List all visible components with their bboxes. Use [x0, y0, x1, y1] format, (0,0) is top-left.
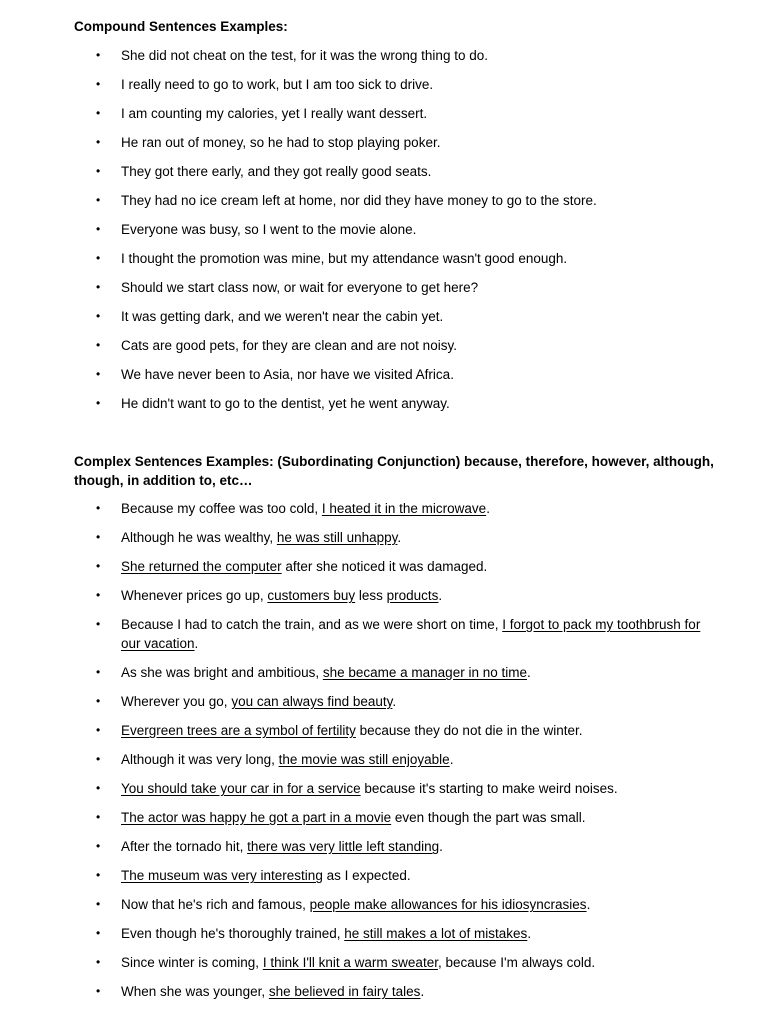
list-item: [0, 615, 768, 653]
clause-text: .: [449, 752, 454, 767]
list-item: [0, 837, 768, 856]
underlined-clause: Evergreen trees are a symbol of fertility: [121, 723, 356, 738]
sentence-text: [121, 752, 453, 767]
clause-text: Wherever you go,: [121, 694, 232, 709]
underlined-clause: she became a manager in no time: [322, 665, 527, 680]
clause-text: Although it was very long,: [121, 752, 279, 767]
list-item: [0, 721, 768, 740]
bullet-icon: •: [96, 752, 101, 766]
list-item: [0, 249, 768, 268]
list-item: [0, 866, 768, 885]
clause-text: .: [486, 501, 490, 516]
bullet-icon: •: [96, 665, 101, 679]
underlined-clause: the movie was still enjoyable: [278, 752, 450, 767]
sentence-text: Everyone was busy, so I went to the movie alone.: [121, 222, 417, 237]
sentence-text: I really need to go to work, but I am too sick to drive.: [121, 77, 434, 92]
underlined-clause: he was still unhappy: [276, 530, 398, 545]
underlined-clause: people make allowances for his idiosyncrasies: [309, 897, 587, 912]
sentence-text: It was getting dark, and we weren't near the cabin yet.: [121, 309, 444, 324]
sentence-text: [121, 955, 595, 970]
sentence-text: She did not cheat on the test, for it was the wrong thing to do.: [121, 48, 488, 63]
list-item: [0, 953, 768, 972]
sentence-text: He didn't want to go to the dentist, yet he went anyway.: [121, 396, 450, 411]
sentence-text: [121, 723, 583, 738]
list-item: [0, 104, 768, 123]
bullet-icon: •: [96, 559, 101, 573]
list-item: [0, 808, 768, 827]
sentence-text: Cats are good pets, for they are clean and are not noisy.: [121, 338, 457, 353]
bullet-icon: •: [96, 984, 101, 998]
clause-text: after she noticed it was damaged.: [281, 559, 488, 574]
clause-text: .: [527, 926, 532, 941]
compound-examples-list: [0, 46, 768, 423]
sentence-text: [121, 839, 443, 854]
underlined-clause: The actor was happy he got a part in a movie: [121, 810, 392, 825]
bullet-icon: •: [96, 781, 101, 795]
bullet-icon: •: [96, 955, 101, 969]
bullet-icon: •: [96, 868, 101, 882]
underlined-clause: she believed in fairy tales: [268, 984, 421, 999]
sentence-text: [121, 501, 490, 516]
underlined-clause: She returned the computer: [121, 559, 282, 574]
clause-text: Whenever prices go up,: [121, 588, 268, 603]
list-item: [0, 982, 768, 1001]
list-item: [0, 278, 768, 297]
sentence-text: They had no ice cream left at home, nor did they have money to go to the store.: [121, 193, 597, 208]
bullet-icon: •: [96, 530, 101, 544]
list-item: [0, 692, 768, 711]
bullet-icon: •: [96, 723, 101, 737]
compound-heading: Compound Sentences Examples:: [74, 19, 288, 34]
bullet-icon: •: [96, 309, 101, 323]
bullet-icon: •: [96, 810, 101, 824]
bullet-icon: •: [96, 839, 101, 853]
list-item: [0, 924, 768, 943]
list-item: [0, 499, 768, 518]
complex-heading: Complex Sentences Examples: (Subordinating Conjunction) because, therefore, however, although, though, in addition to, etc…: [74, 454, 714, 488]
bullet-icon: •: [96, 106, 101, 120]
sentence-text: [121, 617, 700, 651]
bullet-icon: •: [96, 135, 101, 149]
underlined-clause: he still makes a lot of mistakes: [344, 926, 528, 941]
clause-text: When she was younger,: [121, 984, 269, 999]
underlined-clause: there was very little left standing: [247, 839, 440, 854]
list-item: [0, 162, 768, 181]
bullet-icon: •: [96, 338, 101, 352]
sentence-text: I thought the promotion was mine, but my attendance wasn't good enough.: [121, 251, 568, 266]
clause-text: Even though he's thoroughly trained,: [121, 926, 345, 941]
underlined-clause: customers buy: [267, 588, 356, 603]
underlined-clause: You should take your car in for a service: [121, 781, 361, 796]
list-item: [0, 191, 768, 210]
bullet-icon: •: [96, 588, 101, 602]
sentence-text: [121, 926, 531, 941]
clause-text: .: [586, 897, 591, 912]
underlined-clause: I think I'll knit a warm sweater: [262, 955, 438, 970]
sentence-text: [121, 810, 586, 825]
bullet-icon: •: [96, 193, 101, 207]
complex-examples-list: [0, 499, 768, 1011]
clause-text: .: [194, 636, 199, 651]
list-item: [0, 750, 768, 769]
clause-text: less: [355, 588, 387, 603]
clause-text: .: [392, 694, 397, 709]
bullet-icon: •: [96, 77, 101, 91]
bullet-icon: •: [96, 280, 101, 294]
clause-text: Although he was wealthy,: [121, 530, 277, 545]
sentence-text: [121, 984, 424, 999]
list-item: [0, 365, 768, 384]
list-item: [0, 394, 768, 413]
clause-text: because it's starting to make weird noises.: [360, 781, 618, 796]
underlined-clause: I heated it in the microwave: [321, 501, 487, 516]
bullet-icon: •: [96, 222, 101, 236]
clause-text: because they do not die in the winter.: [355, 723, 583, 738]
underlined-clause: you can always find beauty: [231, 694, 393, 709]
clause-text: After the tornado hit,: [121, 839, 248, 854]
sentence-text: [121, 897, 590, 912]
clause-text: Because I had to catch the train, and as we were short on time,: [121, 617, 503, 632]
clause-text: .: [526, 665, 531, 680]
list-item: [0, 220, 768, 239]
clause-text: Because my coffee was too cold,: [121, 501, 322, 516]
list-item: [0, 336, 768, 355]
bullet-icon: •: [96, 501, 101, 515]
bullet-icon: •: [96, 367, 101, 381]
sentence-text: We have never been to Asia, nor have we visited Africa.: [121, 367, 454, 382]
underlined-clause: The museum was very interesting: [121, 868, 323, 883]
list-item: [0, 46, 768, 65]
list-item: [0, 133, 768, 152]
list-item: [0, 307, 768, 326]
clause-text: .: [420, 984, 425, 999]
bullet-icon: •: [96, 48, 101, 62]
bullet-icon: •: [96, 926, 101, 940]
clause-text: .: [439, 839, 443, 854]
bullet-icon: •: [96, 164, 101, 178]
underlined-clause: I forgot to pack my toothbrush for our vacation: [121, 617, 701, 651]
list-item: [0, 586, 768, 605]
sentence-text: [121, 559, 487, 574]
list-item: [0, 663, 768, 682]
list-item: [0, 895, 768, 914]
list-item: [0, 528, 768, 547]
sentence-text: [121, 781, 618, 796]
bullet-icon: •: [96, 694, 101, 708]
sentence-text: Should we start class now, or wait for everyone to get here?: [121, 280, 479, 295]
clause-text: as I expected.: [322, 868, 411, 883]
clause-text: , because I'm always cold.: [437, 955, 596, 970]
bullet-icon: •: [96, 897, 101, 911]
sentence-text: [121, 868, 411, 883]
sentence-text: I am counting my calories, yet I really want dessert.: [121, 106, 428, 121]
list-item: [0, 779, 768, 798]
sentence-text: [121, 665, 531, 680]
sentence-text: [121, 588, 442, 603]
bullet-icon: •: [96, 251, 101, 265]
clause-text: even though the part was small.: [391, 810, 586, 825]
bullet-icon: •: [96, 617, 101, 631]
clause-text: .: [397, 530, 402, 545]
clause-text: .: [438, 588, 443, 603]
sentence-text: They got there early, and they got really good seats.: [121, 164, 432, 179]
sentence-text: He ran out of money, so he had to stop playing poker.: [121, 135, 441, 150]
sentence-text: [121, 530, 401, 545]
clause-text: Now that he's rich and famous,: [121, 897, 310, 912]
bullet-icon: •: [96, 396, 101, 410]
clause-text: As she was bright and ambitious,: [121, 665, 323, 680]
underlined-clause: products: [386, 588, 439, 603]
sentence-text: [121, 694, 396, 709]
list-item: [0, 557, 768, 576]
clause-text: Since winter is coming,: [121, 955, 263, 970]
list-item: [0, 75, 768, 94]
